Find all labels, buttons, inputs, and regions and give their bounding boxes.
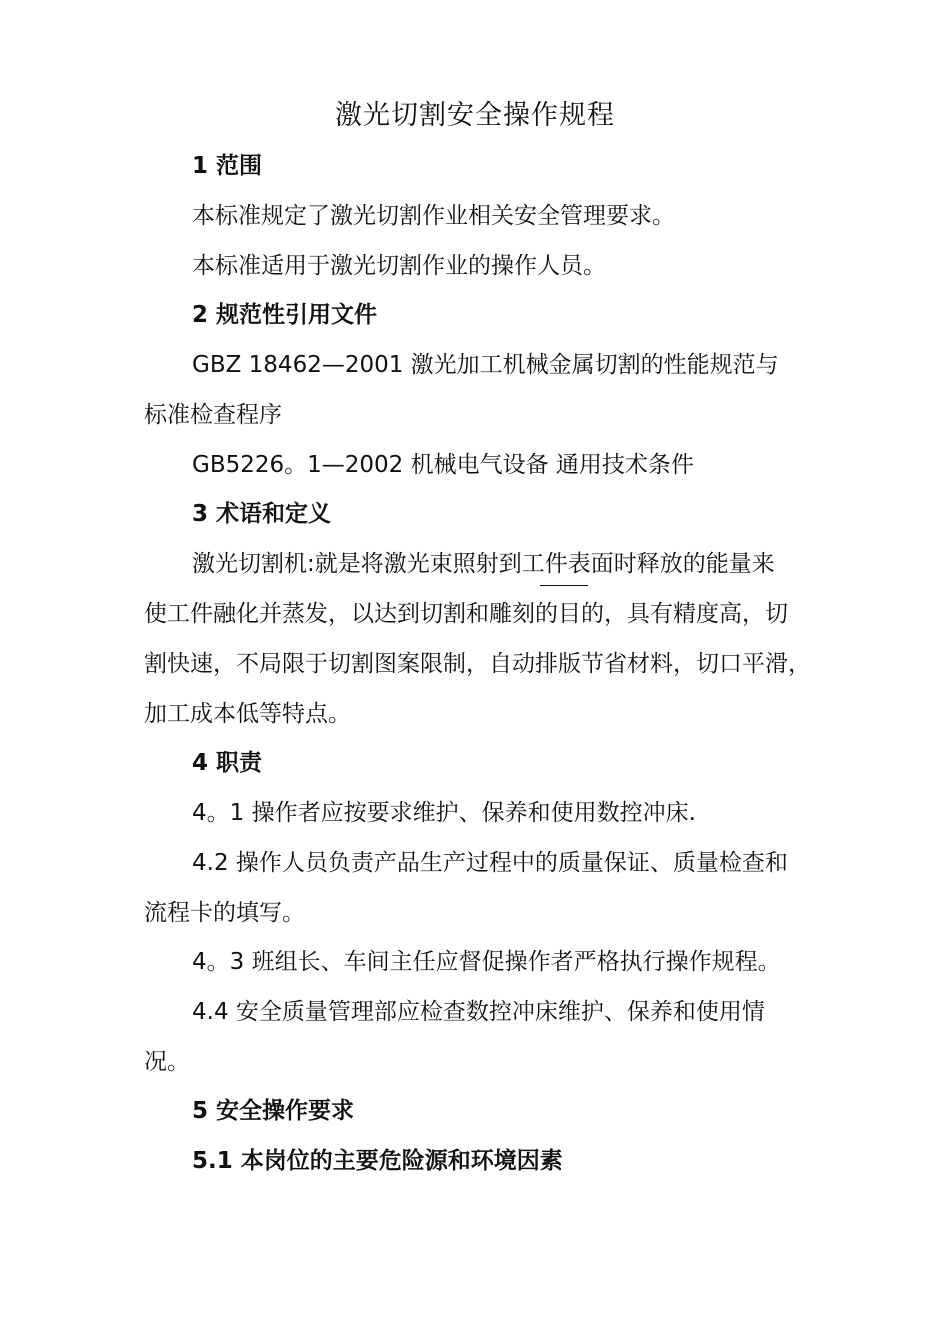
duty-item: 况。 (144, 1049, 190, 1075)
definition-line: 使工件融化并蒸发，以达到切割和雕刻的目的，具有精度高，切 (144, 601, 788, 627)
section-5-1-heading: 5.1 本岗位的主要危险源和环境因素 (192, 1148, 563, 1174)
section-2-heading: 2 规范性引用文件 (192, 302, 378, 328)
section-3-heading: 3 术语和定义 (192, 501, 332, 527)
definition-line: 割快速，不局限于切割图案限制，自动排版节省材料，切口平滑， (144, 651, 811, 677)
reference-line: GB5226。1—2002 机械电气设备 通用技术条件 (192, 452, 694, 478)
duty-item: 4.2 操作人员负责产品生产过程中的质量保证、质量检查和 (192, 850, 788, 876)
section-1-paragraph: 本标准规定了激光切割作业相关安全管理要求。 (192, 203, 675, 229)
reference-line: 标准检查程序 (144, 402, 282, 428)
document-title: 激光切割安全操作规程 (335, 100, 615, 131)
duty-item: 流程卡的填写。 (144, 900, 305, 926)
section-1-paragraph: 本标准适用于激光切割作业的操作人员。 (192, 253, 606, 279)
section-4-heading: 4 职责 (192, 750, 263, 776)
duty-item: 4.4 安全质量管理部应检查数控冲床维护、保养和使用情 (192, 999, 765, 1025)
definition-line: 加工成本低等特点。 (144, 701, 351, 727)
section-5-heading: 5 安全操作要求 (192, 1098, 355, 1124)
section-1-heading: 1 范围 (192, 153, 263, 179)
definition-line: 激光切割机:就是将激光束照射到工件表面时释放的能量来 (192, 551, 775, 577)
underline-mark (540, 585, 588, 586)
reference-line: GBZ 18462—2001 激光加工机械金属切割的性能规范与 (192, 352, 779, 378)
duty-item: 4。1 操作者应按要求维护、保养和使用数控冲床. (192, 800, 696, 826)
duty-item: 4。3 班组长、车间主任应督促操作者严格执行操作规程。 (192, 949, 781, 975)
